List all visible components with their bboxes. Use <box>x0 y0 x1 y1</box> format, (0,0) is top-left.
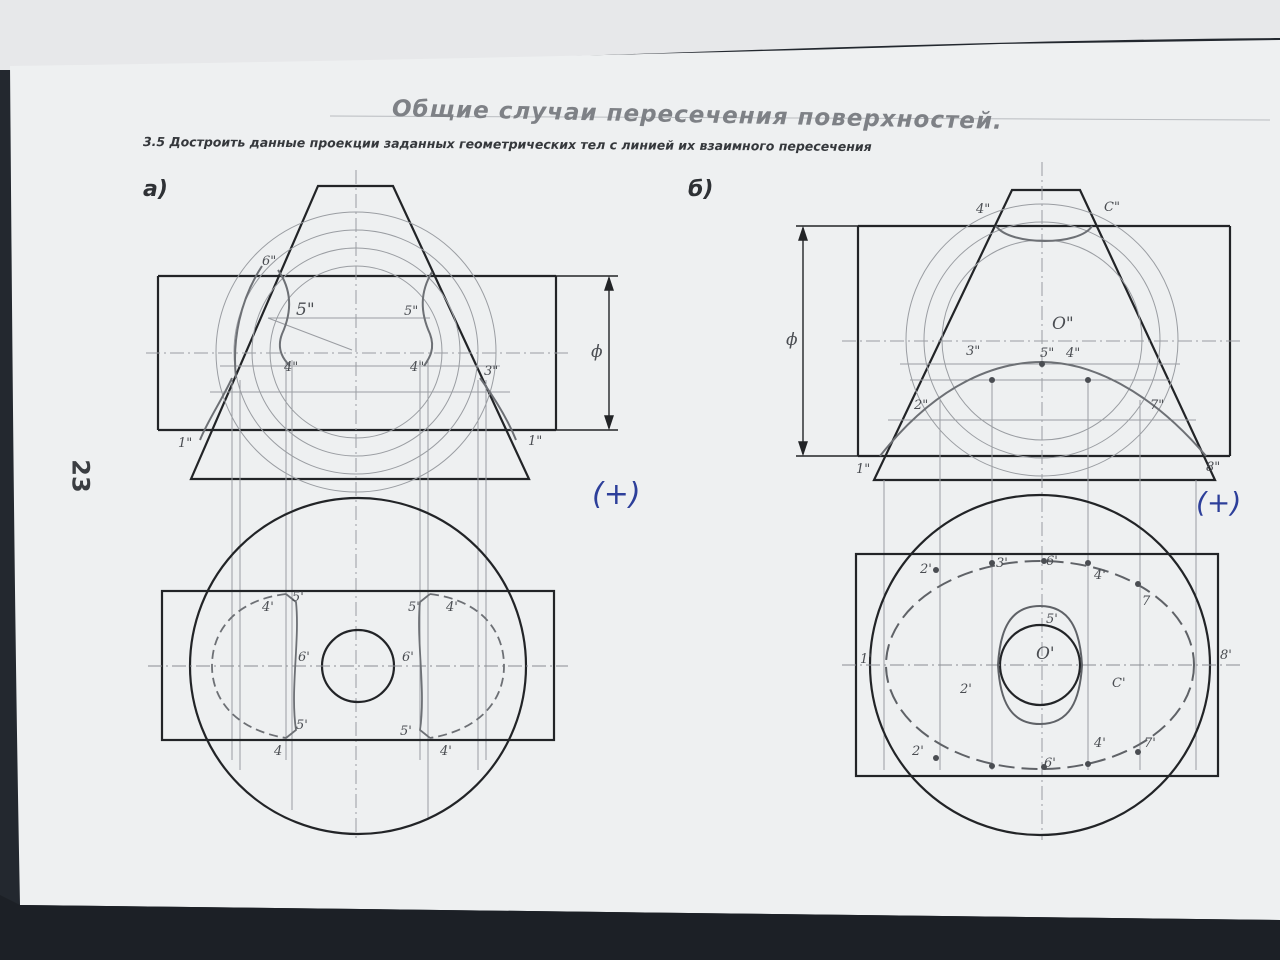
figure-a-point-label: 3" <box>484 364 499 379</box>
figure-a-point-label: 4" <box>284 360 299 375</box>
figure-b-point-label: 2' <box>960 682 972 697</box>
figure-a-point-label: 5' <box>292 590 304 605</box>
figure-b-point-label: 7' <box>1144 736 1156 751</box>
page-number: 23 <box>66 459 95 493</box>
figure-b-point-label: 6' <box>1046 554 1058 569</box>
figure-b-point-label: 5" <box>1040 346 1055 361</box>
figure-a-point-label: 6' <box>402 650 414 665</box>
figure-b-point-label: C" <box>1104 200 1120 215</box>
figure-a-point-label: 4' <box>446 600 458 615</box>
figure-a-label: а) <box>143 177 168 202</box>
figure-a-dimension-symbol: ϕ <box>591 342 603 362</box>
figure-a-point-label: 5" <box>404 304 419 319</box>
figure-a-point-label: 4 <box>274 744 283 759</box>
page-heading: Общие случаи пересечения поверхностей. <box>391 96 1004 135</box>
figure-b-point-label: 1" <box>856 462 871 477</box>
figure-a-point-label: 5" <box>296 300 315 320</box>
figure-b-point-label: 7" <box>1150 398 1165 413</box>
figure-b-point-label: 8" <box>1206 460 1221 475</box>
figure-a-point-label: 4' <box>262 600 274 615</box>
figure-b-point-label: O' <box>1036 644 1055 664</box>
figure-b-point-label: 6' <box>1044 756 1056 771</box>
figure-b-point-label: 7 <box>1142 594 1151 609</box>
figure-a-grade-mark: (+) <box>592 477 641 512</box>
figure-b-point-label: 2' <box>912 744 924 759</box>
figure-b-point-label: C' <box>1112 676 1126 691</box>
figure-b-point-label: 3" <box>966 344 981 359</box>
figure-b-point-label: 2' <box>920 562 932 577</box>
figure-b-point-label: O" <box>1052 314 1074 334</box>
task-statement: 3.5 Достроить данные проекции заданных геометрических тел с линией их взаимного пересечения <box>142 134 872 155</box>
figure-a-point-label: 6' <box>298 650 310 665</box>
figure-a-point-label: 1" <box>178 436 193 451</box>
figure-a-point-label: 5' <box>296 718 308 733</box>
figure-b-point-label: 4' <box>1094 736 1106 751</box>
figure-b-point-label: 1' <box>860 652 872 667</box>
figure-a-point-label: 4' <box>440 744 452 759</box>
figure-a-point-label: 6" <box>262 254 277 269</box>
figure-b-point-label: 8' <box>1220 648 1232 663</box>
figure-a-point-label: 4" <box>410 360 425 375</box>
figure-b-label: б) <box>688 177 714 202</box>
figure-a-point-label: 5' <box>400 724 412 739</box>
figure-a-point-label: 5' <box>408 600 420 615</box>
figure-b-point-label: 4" <box>976 202 991 217</box>
figure-a-point-label: 1" <box>528 434 543 449</box>
figure-b-point-label: 2" <box>914 398 929 413</box>
figure-b-dimension-symbol: ϕ <box>786 330 798 350</box>
figure-b-point-label: 4" <box>1066 346 1081 361</box>
figure-b-point-label: 4' <box>1094 568 1106 583</box>
figure-b-grade-mark: (+) <box>1196 486 1242 519</box>
figure-b-point-label: 3' <box>996 556 1008 571</box>
figure-b-point-label: 5' <box>1046 612 1058 627</box>
